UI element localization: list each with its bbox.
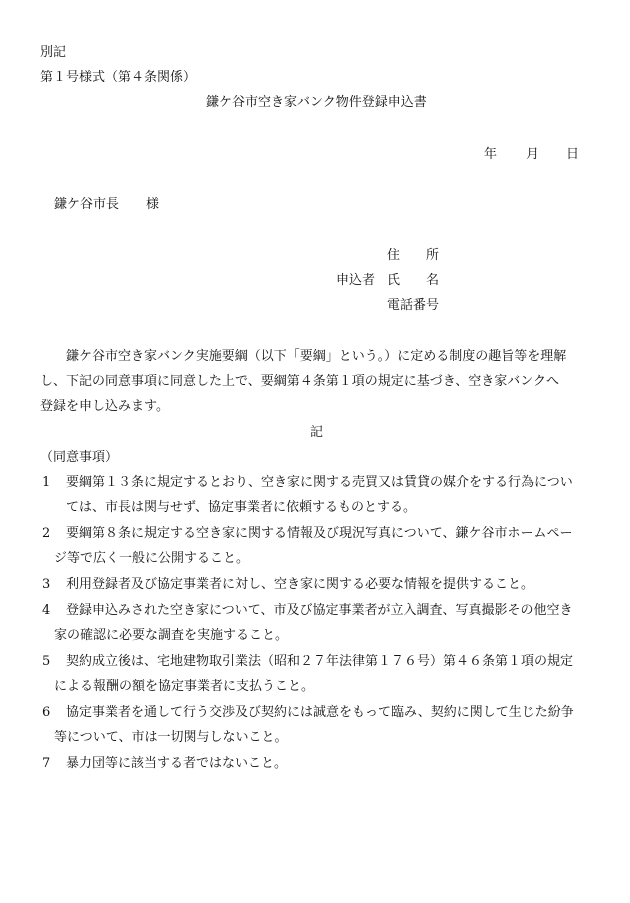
intro-line-2: し、下記の同意事項に同意した上で、要綱第４条第１項の規定に基づき、空き家バンクへ xyxy=(40,374,559,389)
item-number: 3 xyxy=(42,577,51,592)
item-line: ては、市長は関与せず、協定事業者に依頼するものとする。 xyxy=(66,500,416,515)
consent-heading: （同意事項） xyxy=(40,450,119,465)
intro-line-3: 登録を申し込みます。 xyxy=(40,399,169,414)
applicant-phone-label: 電話番号 xyxy=(387,298,440,313)
item-line: 協定事業者を通して行う交渉及び契約には誠意をもって臨み、契約に関して生じた紛争 xyxy=(66,705,574,720)
applicant-label: 申込者 xyxy=(336,273,376,288)
date-day-label: 日 xyxy=(566,147,580,162)
item-number: 1 xyxy=(42,475,51,490)
item-line: 利用登録者及び協定事業者に対し、空き家に関する必要な情報を提供すること。 xyxy=(66,577,535,592)
item-line: 要綱第１３条に規定するとおり、空き家に関する売買又は賃貸の媒介をする行為につい xyxy=(66,475,573,490)
item-line: 等について、市は一切関与しないこと。 xyxy=(54,730,288,745)
item-number: 5 xyxy=(42,654,51,669)
item-line: 登録申込みされた空き家について、市及び協定事業者が立入調査、写真撮影その他空き xyxy=(66,603,573,618)
item-number: 6 xyxy=(42,705,51,720)
annex-label: 別記 xyxy=(40,45,67,60)
item-line: 家の確認に必要な調査を実施すること。 xyxy=(54,628,289,643)
item-number: 2 xyxy=(42,526,51,541)
date-year-label: 年 xyxy=(484,147,498,162)
item-line: 契約成立後は、宅地建物取引業法（昭和２７年法律第１７６号）第４６条第１項の規定 xyxy=(66,654,574,669)
applicant-name-label: 氏 名 xyxy=(387,273,440,288)
addressee-name: 鎌ケ谷市長 xyxy=(54,197,120,212)
intro-line-1: 鎌ケ谷市空き家バンク実施要綱（以下「要綱」という。）に定める制度の趣旨等を理解 xyxy=(66,349,567,364)
item-line: ジ等で広く一般に公開すること。 xyxy=(54,551,250,566)
item-line: による報酬の額を協定事業者に支払うこと。 xyxy=(54,679,315,694)
page-title: 鎌ケ谷市空き家バンク物件登録申込書 xyxy=(206,95,427,110)
item-number: 7 xyxy=(42,756,51,771)
item-line: 暴力団等に該当する者ではないこと。 xyxy=(66,756,288,771)
date-month-label: 月 xyxy=(526,147,540,162)
item-number: 4 xyxy=(42,603,51,618)
applicant-address-label: 住 所 xyxy=(387,248,440,263)
item-line: 要綱第８条に規定する空き家に関する情報及び現況写真について、鎌ケ谷市ホームペー xyxy=(66,526,573,541)
ki-label: 記 xyxy=(310,425,324,440)
addressee-honorific: 様 xyxy=(146,197,160,212)
form-number: 第１号様式（第４条関係） xyxy=(40,70,197,85)
